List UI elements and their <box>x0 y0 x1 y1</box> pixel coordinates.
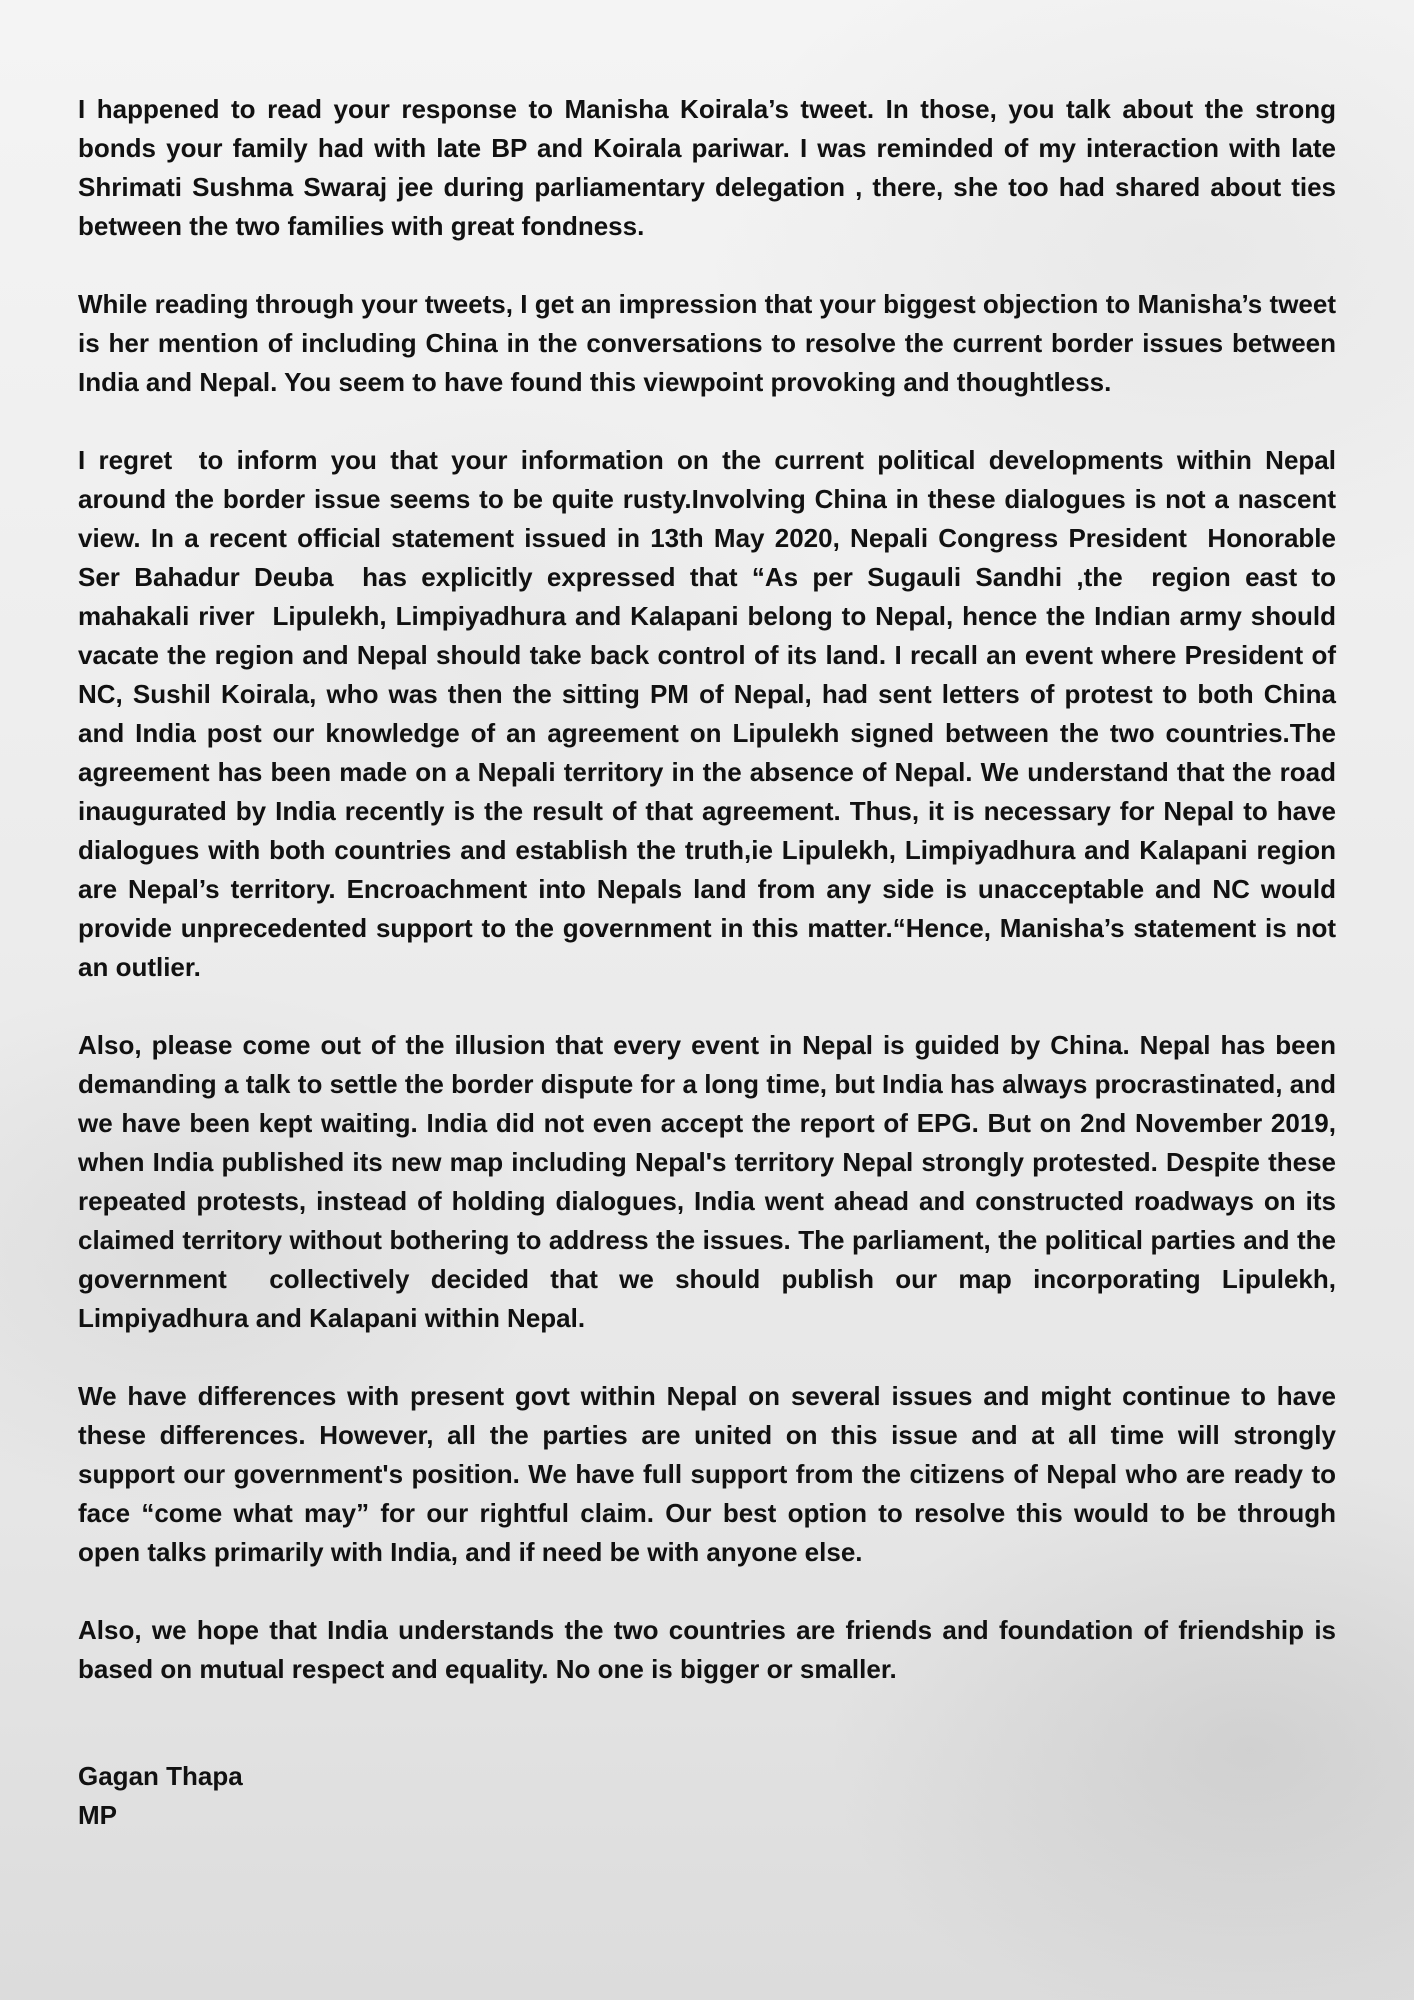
signature-block <box>78 1757 1336 1835</box>
letter-paragraph: Also, we hope that India understands the two countries are friends and foundation of friendship is based on mutual respect and equality. No one is bigger or smaller. <box>78 1615 1344 1684</box>
signature-name: Gagan Thapa <box>78 1761 243 1791</box>
signature-title: MP <box>78 1800 117 1830</box>
letter-paragraph: I regret to inform you that your information on the current political developments within Nepal around the border issue seems to be quite rusty.Involving China in these dialogues is not a nascent view. In a recent official statement issued in 13th May 2020, Nepali Congress President Honorable Ser Bahadur Deuba has explicitly expressed that “As per Sugauli Sandhi ,the region east to mahakali river Lipulekh, Limpiyadhura and Kalapani belong to Nepal, hence the Indian army should vacate the region and Nepal should take back control of its land. I recall an event where President of NC, Sushil Koirala, who was then the sitting PM of Nepal, had sent letters of protest to both China and India post our knowledge of an agreement on Lipulekh signed between the two countries.The agreement has been made on a Nepali territory in the absence of Nepal. We understand that the road inaugurated by India recently is the result of that agreement. Thus, it is necessary for Nepal to have dialogues with both countries and establish the truth,ie Lipulekh, Limpiyadhura and Kalapani region are Nepal’s territory. Encroachment into Nepals land from any side is unacceptable and NC would provide unprecedented support to the government in this matter.“Hence, Manisha’s statement is not an outlier. <box>78 445 1344 982</box>
letter-paragraph: Also, please come out of the illusion that every event in Nepal is guided by China. Nepal has been demanding a talk to settle the border dispute for a long time, but India has always procrastinated, and we have been kept waiting. India did not even accept the report of EPG. But on 2nd November 2019, when India published its new map including Nepal's territory Nepal strongly protested. Despite these repeated protests, instead of holding dialogues, India went ahead and constructed roadways on its claimed territory without bothering to address the issues. The parliament, the political parties and the government collectively decided that we should publish our map incorporating Lipulekh, Limpiyadhura and Kalapani within Nepal. <box>78 1030 1344 1333</box>
letter-paragraph: While reading through your tweets, I get an impression that your biggest objection to Manisha’s tweet is her mention of including China in the conversations to resolve the current border issues between India and Nepal. You seem to have found this viewpoint provoking and thoughtless. <box>78 289 1344 397</box>
letter-paragraph: I happened to read your response to Manisha Koirala’s tweet. In those, you talk about the strong bonds your family had with late BP and Koirala pariwar. I was reminded of my interaction with late Shrimati Sushma Swaraj jee during parliamentary delegation , there, she too had shared about ties between the two families with great fondness. <box>78 94 1344 241</box>
letter-body <box>78 90 1344 1835</box>
letter-paragraph: We have differences with present govt within Nepal on several issues and might continue to have these differences. However, all the parties are united on this issue and at all time will strongly support our government's position. We have full support from the citizens of Nepal who are ready to face “come what may” for our rightful claim. Our best option to resolve this would to be through open talks primarily with India, and if need be with anyone else. <box>78 1381 1344 1567</box>
